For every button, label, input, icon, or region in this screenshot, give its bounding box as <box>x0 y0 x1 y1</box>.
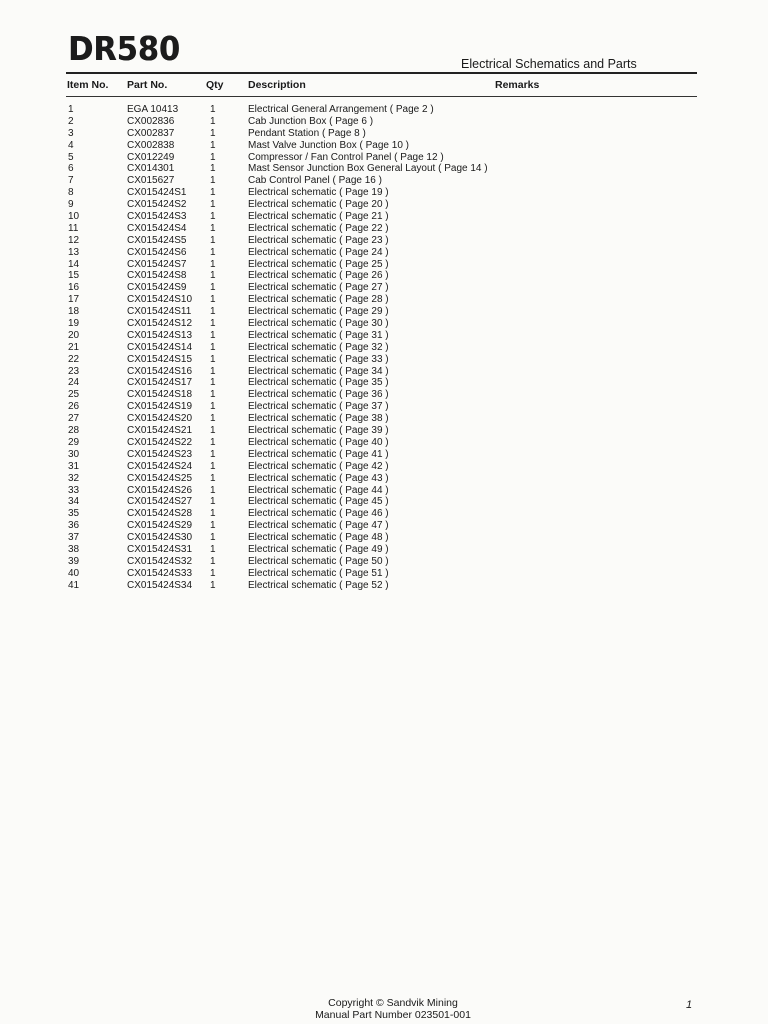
table-row <box>0 247 768 259</box>
description: Electrical schematic ( Page 52 ) <box>248 579 389 591</box>
quantity: 1 <box>210 329 216 341</box>
part-number: CX015424S23 <box>127 448 193 460</box>
description: Electrical schematic ( Page 45 ) <box>248 496 389 508</box>
description: Pendant Station ( Page 8 ) <box>248 127 366 139</box>
quantity: 1 <box>210 104 216 115</box>
item-number: 28 <box>68 425 80 437</box>
part-number: CX015424S14 <box>127 341 193 353</box>
item-number: 25 <box>68 389 80 401</box>
table-row <box>0 342 768 354</box>
description: Electrical schematic ( Page 48 ) <box>248 532 389 544</box>
part-number: CX015424S2 <box>127 199 187 211</box>
description: Electrical schematic ( Page 39 ) <box>248 425 389 437</box>
copyright-text: Copyright © Sandvik Mining <box>328 997 458 1009</box>
part-number: CX015424S15 <box>127 353 193 365</box>
part-number: CX015424S11 <box>127 306 192 318</box>
part-number: CX015424S25 <box>127 472 193 484</box>
description: Cab Control Panel ( Page 16 ) <box>248 175 382 187</box>
description: Electrical schematic ( Page 25 ) <box>248 258 389 270</box>
item-number: 6 <box>68 163 74 175</box>
table-row <box>0 282 768 294</box>
table-row <box>0 437 768 449</box>
table-row <box>0 104 768 116</box>
quantity: 1 <box>210 211 216 223</box>
item-number: 4 <box>68 139 74 151</box>
quantity: 1 <box>210 484 216 496</box>
part-number: CX015424S17 <box>127 377 193 389</box>
table-row <box>0 259 768 271</box>
item-number: 20 <box>68 329 80 341</box>
description: Electrical schematic ( Page 29 ) <box>248 306 389 318</box>
item-number: 22 <box>68 353 80 365</box>
description: Electrical General Arrangement ( Page 2 ) <box>248 104 434 115</box>
item-number: 3 <box>68 127 74 139</box>
item-number: 2 <box>68 115 74 127</box>
description: Electrical schematic ( Page 49 ) <box>248 543 389 555</box>
item-number: 8 <box>68 187 74 199</box>
part-number: CX002838 <box>127 139 175 151</box>
table-row <box>0 294 768 306</box>
quantity: 1 <box>210 151 216 163</box>
item-number: 16 <box>68 282 80 294</box>
item-number: 9 <box>68 199 74 211</box>
table-row <box>0 532 768 544</box>
column-header-item: Item No. <box>67 79 109 91</box>
table-row <box>0 520 768 532</box>
table-row <box>0 235 768 247</box>
description: Electrical schematic ( Page 38 ) <box>248 413 389 425</box>
description: Electrical schematic ( Page 21 ) <box>248 211 389 223</box>
table-row <box>0 175 768 187</box>
description: Electrical schematic ( Page 43 ) <box>248 472 389 484</box>
table-row <box>0 568 768 580</box>
table-row <box>0 366 768 378</box>
quantity: 1 <box>210 448 216 460</box>
description: Electrical schematic ( Page 20 ) <box>248 199 389 211</box>
table-row <box>0 140 768 152</box>
item-number: 34 <box>68 496 80 508</box>
manual-part-number: Manual Part Number 023501-001 <box>315 1008 471 1021</box>
description: Electrical schematic ( Page 31 ) <box>248 329 389 341</box>
item-number: 29 <box>68 436 80 448</box>
quantity: 1 <box>210 234 216 246</box>
quantity: 1 <box>210 282 216 294</box>
quantity: 1 <box>210 567 216 579</box>
quantity: 1 <box>210 543 216 555</box>
table-row <box>0 330 768 342</box>
table-row <box>0 496 768 508</box>
table-row <box>0 211 768 223</box>
item-number: 39 <box>68 555 80 567</box>
table-row <box>0 163 768 175</box>
quantity: 1 <box>210 199 216 211</box>
part-number: CX015424S18 <box>127 389 193 401</box>
part-number: CX015424S5 <box>127 234 187 246</box>
table-row <box>0 354 768 366</box>
description: Mast Valve Junction Box ( Page 10 ) <box>248 139 410 151</box>
description: Electrical schematic ( Page 42 ) <box>248 460 389 472</box>
quantity: 1 <box>210 270 216 282</box>
quantity: 1 <box>210 532 216 544</box>
item-number: 1 <box>68 104 74 115</box>
description: Compressor / Fan Control Panel ( Page 12 ) <box>248 151 444 163</box>
part-number: EGA 10413 <box>127 104 179 115</box>
quantity: 1 <box>210 163 216 175</box>
item-number: 37 <box>68 532 80 544</box>
quantity: 1 <box>210 187 216 199</box>
column-header-remarks: Remarks <box>495 79 540 91</box>
part-number: CX015424S3 <box>127 211 187 223</box>
quantity: 1 <box>210 436 216 448</box>
table-header-rule <box>66 96 697 97</box>
item-number: 32 <box>68 472 80 484</box>
table-row <box>0 270 768 282</box>
part-number: CX015424S16 <box>127 365 193 377</box>
quantity: 1 <box>210 413 216 425</box>
column-header-description: Description <box>248 79 306 91</box>
quantity: 1 <box>210 139 216 151</box>
item-number: 31 <box>68 460 80 472</box>
table-row <box>0 152 768 164</box>
quantity: 1 <box>210 472 216 484</box>
description: Electrical schematic ( Page 33 ) <box>248 353 389 365</box>
part-number: CX014301 <box>127 163 175 175</box>
item-number: 13 <box>68 246 80 258</box>
item-number: 14 <box>68 258 80 270</box>
part-number: CX015424S12 <box>127 318 193 330</box>
item-number: 11 <box>68 222 79 234</box>
quantity: 1 <box>210 318 216 330</box>
table-row <box>0 425 768 437</box>
part-number: CX015424S6 <box>127 246 187 258</box>
column-header-qty: Qty <box>206 79 224 91</box>
part-number: CX015424S7 <box>127 258 187 270</box>
description: Electrical schematic ( Page 23 ) <box>248 234 389 246</box>
table-row <box>0 223 768 235</box>
table-row <box>0 473 768 485</box>
item-number: 40 <box>68 567 80 579</box>
part-number: CX015424S21 <box>127 425 193 437</box>
table-row <box>0 544 768 556</box>
table-row <box>0 187 768 199</box>
quantity: 1 <box>210 246 216 258</box>
part-number: CX015424S10 <box>127 294 193 306</box>
description: Electrical schematic ( Page 36 ) <box>248 389 389 401</box>
part-number: CX015424S1 <box>127 187 187 199</box>
parts-table <box>0 104 768 592</box>
item-number: 33 <box>68 484 80 496</box>
description: Electrical schematic ( Page 27 ) <box>248 282 389 294</box>
item-number: 21 <box>68 341 80 353</box>
quantity: 1 <box>210 508 216 520</box>
item-number: 17 <box>68 294 80 306</box>
part-number: CX015424S27 <box>127 496 193 508</box>
item-number: 30 <box>68 448 80 460</box>
item-number: 23 <box>68 365 80 377</box>
table-row <box>0 580 768 592</box>
quantity: 1 <box>210 258 216 270</box>
description: Electrical schematic ( Page 32 ) <box>248 341 389 353</box>
logo: DR580 <box>68 29 180 68</box>
quantity: 1 <box>210 460 216 472</box>
table-row <box>0 413 768 425</box>
quantity: 1 <box>210 341 216 353</box>
table-row <box>0 556 768 568</box>
quantity: 1 <box>210 365 216 377</box>
quantity: 1 <box>210 294 216 306</box>
footer <box>0 998 768 1021</box>
part-number: CX015627 <box>127 175 175 187</box>
part-number: CX015424S28 <box>127 508 193 520</box>
column-header-part: Part No. <box>127 79 168 91</box>
item-number: 26 <box>68 401 80 413</box>
part-number: CX015424S32 <box>127 555 193 567</box>
table-row <box>0 389 768 401</box>
part-number: CX015424S13 <box>127 329 193 341</box>
table-row <box>0 116 768 128</box>
table-row <box>0 401 768 413</box>
quantity: 1 <box>210 401 216 413</box>
part-number: CX015424S30 <box>127 532 193 544</box>
part-number: CX015424S26 <box>127 484 193 496</box>
description: Electrical schematic ( Page 47 ) <box>248 520 389 532</box>
part-number: CX015424S19 <box>127 401 193 413</box>
quantity: 1 <box>210 425 216 437</box>
quantity: 1 <box>210 175 216 187</box>
table-row <box>0 449 768 461</box>
description: Electrical schematic ( Page 46 ) <box>248 508 389 520</box>
table-row <box>0 128 768 140</box>
item-number: 18 <box>68 306 80 318</box>
quantity: 1 <box>210 222 216 234</box>
description: Electrical schematic ( Page 26 ) <box>248 270 389 282</box>
part-number: CX015424S31 <box>127 543 193 555</box>
quantity: 1 <box>210 520 216 532</box>
quantity: 1 <box>210 306 216 318</box>
table-row <box>0 377 768 389</box>
item-number: 15 <box>68 270 80 282</box>
part-number: CX002837 <box>127 127 175 139</box>
part-number: CX015424S8 <box>127 270 187 282</box>
part-number: CX015424S34 <box>127 579 193 591</box>
part-number: CX015424S33 <box>127 567 193 579</box>
item-number: 36 <box>68 520 80 532</box>
quantity: 1 <box>210 115 216 127</box>
table-row <box>0 485 768 497</box>
quantity: 1 <box>210 127 216 139</box>
description: Mast Sensor Junction Box General Layout ( Page 14 ) <box>248 163 488 175</box>
table-row <box>0 461 768 473</box>
item-number: 12 <box>68 234 80 246</box>
part-number: CX015424S22 <box>127 436 193 448</box>
part-number: CX015424S4 <box>127 222 187 234</box>
item-number: 5 <box>68 151 74 163</box>
description: Cab Junction Box ( Page 6 ) <box>248 115 374 127</box>
description: Electrical schematic ( Page 22 ) <box>248 222 389 234</box>
table-row <box>0 199 768 211</box>
item-number: 38 <box>68 543 80 555</box>
description: Electrical schematic ( Page 24 ) <box>248 246 389 258</box>
description: Electrical schematic ( Page 35 ) <box>248 377 389 389</box>
item-number: 10 <box>68 211 80 223</box>
description: Electrical schematic ( Page 37 ) <box>248 401 389 413</box>
description: Electrical schematic ( Page 28 ) <box>248 294 389 306</box>
quantity: 1 <box>210 555 216 567</box>
header-rule <box>66 72 697 74</box>
item-number: 41 <box>68 579 80 591</box>
part-number: CX015424S29 <box>127 520 193 532</box>
item-number: 35 <box>68 508 80 520</box>
quantity: 1 <box>210 579 216 591</box>
item-number: 19 <box>68 318 80 330</box>
table-row <box>0 318 768 330</box>
description: Electrical schematic ( Page 19 ) <box>248 187 389 199</box>
part-number: CX015424S9 <box>127 282 187 294</box>
item-number: 24 <box>68 377 80 389</box>
quantity: 1 <box>210 389 216 401</box>
page-title: Electrical Schematics and Parts <box>461 57 637 71</box>
item-number: 27 <box>68 413 80 425</box>
description: Electrical schematic ( Page 34 ) <box>248 365 389 377</box>
part-number: CX015424S24 <box>127 460 193 472</box>
part-number: CX015424S20 <box>127 413 193 425</box>
quantity: 1 <box>210 377 216 389</box>
description: Electrical schematic ( Page 30 ) <box>248 318 389 330</box>
quantity: 1 <box>210 496 216 508</box>
description: Electrical schematic ( Page 50 ) <box>248 555 389 567</box>
table-row <box>0 306 768 318</box>
page-number: 1 <box>686 999 693 1011</box>
item-number: 7 <box>68 175 74 187</box>
part-number: CX012249 <box>127 151 175 163</box>
table-row <box>0 508 768 520</box>
description: Electrical schematic ( Page 51 ) <box>248 567 389 579</box>
part-number: CX002836 <box>127 115 175 127</box>
description: Electrical schematic ( Page 41 ) <box>248 448 389 460</box>
quantity: 1 <box>210 353 216 365</box>
description: Electrical schematic ( Page 40 ) <box>248 436 389 448</box>
description: Electrical schematic ( Page 44 ) <box>248 484 389 496</box>
